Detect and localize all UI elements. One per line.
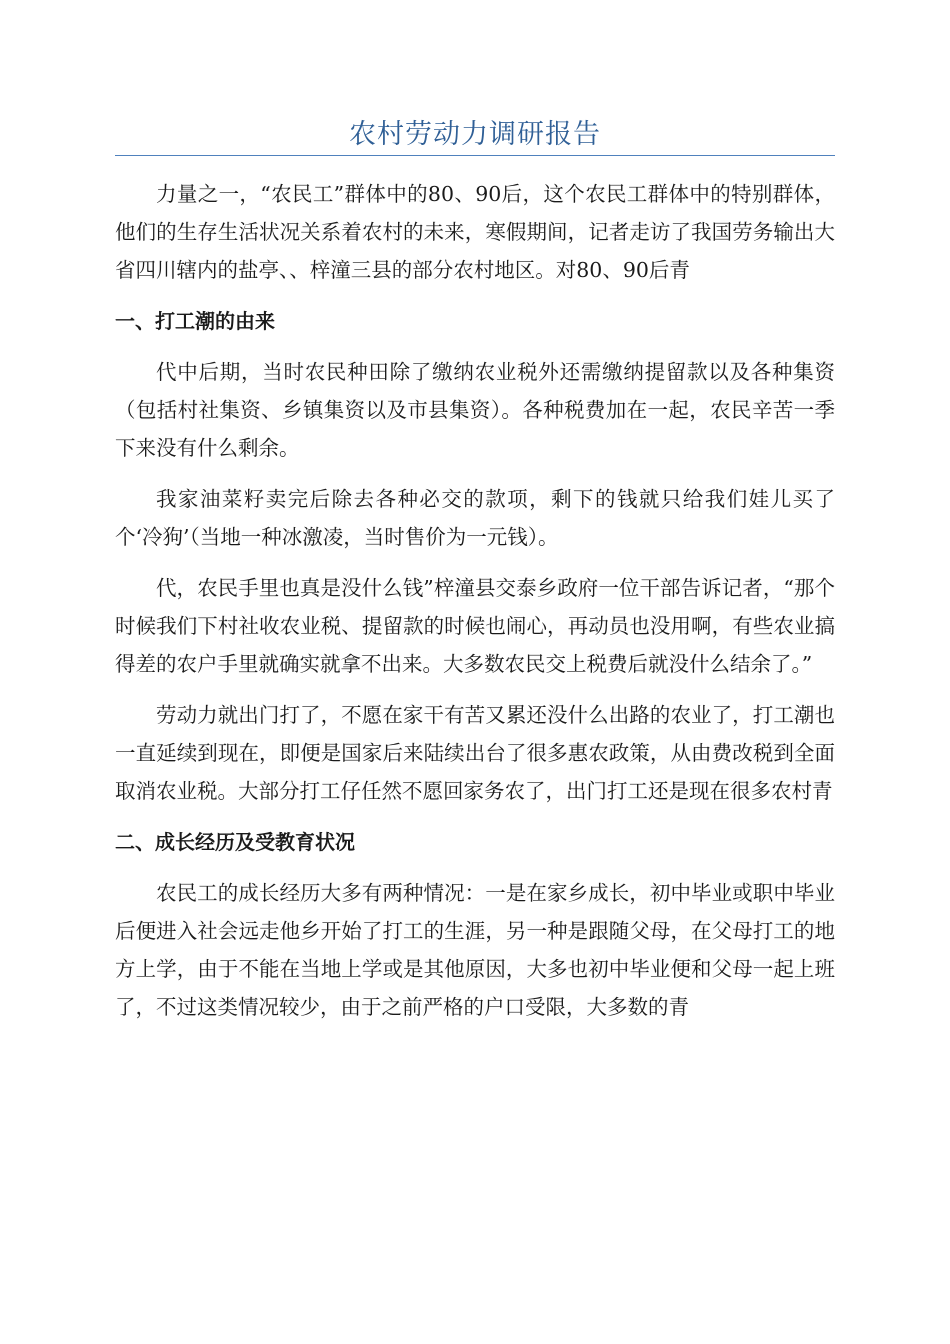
section-1-heading: 一、打工潮的由来	[115, 309, 275, 333]
section-2-paragraph-1: 农民工的成长经历大多有两种情况：一是在家乡成长，初中毕业或职中毕业后便进入社会远走他乡开始了打工的生涯，另一种是跟随父母，在父母打工的地方上学，由于不能在当地上学或是其他原因，大多也初中毕业便和父母一起上班了，不过这类情况较少，由于之前严格的户口受限，大多数的青	[115, 881, 835, 1019]
document-body	[115, 175, 835, 1039]
section-1-paragraph-3: 代，农民手里也真是没什么钱”梓潼县交泰乡政府一位干部告诉记者，“那个时候我们下村社收农业税、提留款的时候也闹心，再动员也没用啊，有些农业搞得差的农户手里就确实就拿不出来。大多数农民交上税费后就没什么结余了。”	[115, 576, 835, 676]
document-title: 农村劳动力调研报告	[349, 119, 601, 150]
title-underline	[115, 155, 835, 156]
section-1-paragraph-1: 代中后期，当时农民种田除了缴纳农业税外还需缴纳提留款以及各种集资（包括村社集资、乡镇集资以及市县集资）。各种税费加在一起，农民辛苦一季下来没有什么剩余。	[115, 360, 835, 460]
intro-paragraph: 力量之一，“农民工”群体中的80、90后，这个农民工群体中的特别群体，他们的生存生活状况关系着农村的未来，寒假期间，记者走访了我国劳务输出大省四川辖内的盐亭、、梓潼三县的部分农村地区。对80、90后青	[115, 182, 835, 282]
section-1-paragraph-4: 劳动力就出门打了，不愿在家干有苦又累还没什么出路的农业了，打工潮也一直延续到现在，即便是国家后来陆续出台了很多惠农政策，从由费改税到全面取消农业税。大部分打工仔任然不愿回家务农了，出门打工还是现在很多农村青	[115, 703, 835, 803]
section-1-paragraph-2: 我家油菜籽卖完后除去各种必交的款项，剩下的钱就只给我们娃儿买了个‘冷狗’（当地一种冰激凌，当时售价为一元钱）。	[115, 487, 835, 549]
section-2-heading: 二、成长经历及受教育状况	[115, 830, 355, 854]
